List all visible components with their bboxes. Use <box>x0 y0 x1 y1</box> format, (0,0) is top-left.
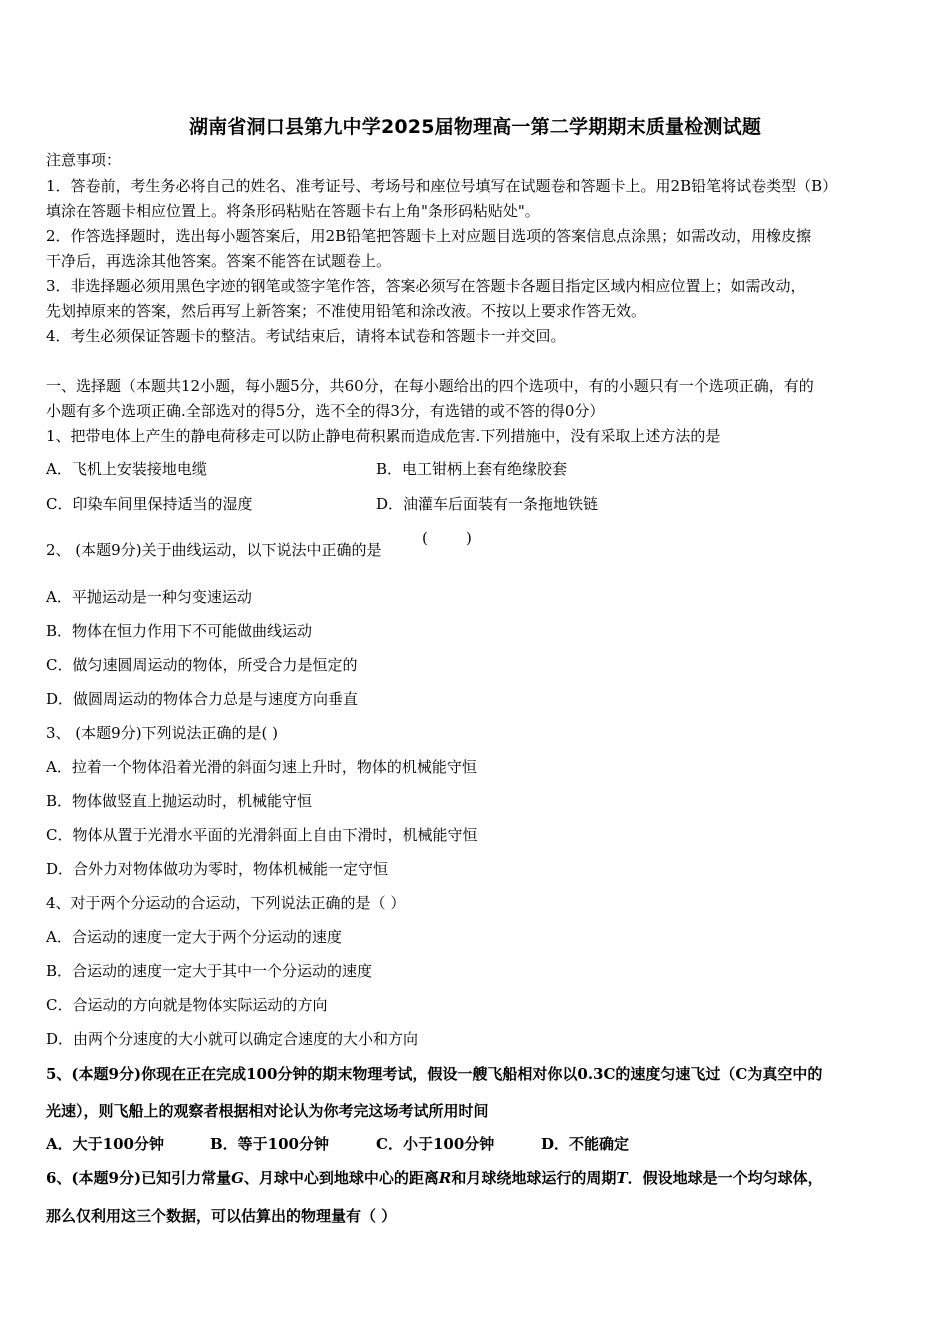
question-6-stem <box>46 1168 823 1188</box>
notice-line: 干净后，再选涂其他答案。答案不能答在试题卷上。 <box>46 252 392 270</box>
question-5-option-b: B．等于100分钟 <box>210 1135 329 1153</box>
question-6-stem-cont: 那么仅利用这三个数据，可以估算出的物理量有（ ） <box>46 1207 397 1225</box>
question-2-option-a: A．平抛运动是一种匀变速运动 <box>46 588 252 606</box>
question-3-option-a: A．拉着一个物体沿着光滑的斜面匀速上升时，物体的机械能守恒 <box>46 758 477 776</box>
symbol-g: G <box>231 1169 244 1187</box>
question-4-option-d: D．由两个分速度的大小就可以确定合速度的大小和方向 <box>46 1030 419 1048</box>
question-1-option-d: D．油灌车后面装有一条拖地铁链 <box>376 495 599 513</box>
symbol-t: T <box>616 1169 628 1187</box>
notice-line: 3．非选择题必须用黑色字迹的钢笔或签字笔作答，答案必须写在答题卡各题目指定区域内相应位置上；如需改动， <box>46 277 806 295</box>
question-3-option-c: C．物体从置于光滑水平面的光滑斜面上自由下滑时，机械能守恒 <box>46 826 478 844</box>
notice-line: 2．作答选择题时，选出每小题答案后，用2B铅笔把答题卡上对应题目选项的答案信息点涂黑；如需改动，用橡皮擦 <box>46 227 812 245</box>
question-2-option-b: B．物体在恒力作用下不可能做曲线运动 <box>46 622 313 640</box>
question-2-option-d: D．做圆周运动的物体合力总是与速度方向垂直 <box>46 690 359 708</box>
section-heading-cont: 小题有多个选项正确.全部选对的得5分，选不全的得3分，有选错的或不答的得0分） <box>46 402 605 420</box>
question-6-stem-part: 和月球绕地球运行的周期 <box>451 1169 617 1187</box>
notice-heading: 注意事项： <box>46 151 122 169</box>
notice-line: 1．答卷前，考生务必将自己的姓名、准考证号、考场号和座位号填写在试题卷和答题卡上。用2B铅笔将试卷类型（B） <box>46 177 838 195</box>
question-1-option-c: C．印染车间里保持适当的湿度 <box>46 495 253 513</box>
question-6-stem-part: 6、(本题9分)已知引力常量 <box>46 1169 232 1187</box>
answer-bracket: ( ) <box>422 529 472 547</box>
question-5-stem: 5、(本题9分)你现在正在完成100分钟的期末物理考试，假设一艘飞船相对你以0.3C的速度匀速飞过（C为真空中的 <box>46 1065 823 1083</box>
question-3-option-d: D．合外力对物体做功为零时，物体机械能一定守恒 <box>46 860 389 878</box>
question-5-option-d: D．不能确定 <box>541 1135 630 1153</box>
question-6-stem-part: ．假设地球是一个均匀球体， <box>627 1169 823 1187</box>
question-1-stem: 1、把带电体上产生的静电荷移走可以防止静电荷积累而造成危害.下列措施中，没有采取上述方法的是 <box>46 427 721 445</box>
notice-line: 4．考生必须保证答题卡的整洁。考试结束后，请将本试卷和答题卡一并交回。 <box>46 327 566 345</box>
question-1-option-b: B．电工钳柄上套有绝缘胶套 <box>376 460 568 478</box>
notice-line: 先划掉原来的答案，然后再写上新答案；不准使用铅笔和涂改液。不按以上要求作答无效。 <box>46 302 647 320</box>
question-4-option-a: A．合运动的速度一定大于两个分运动的速度 <box>46 928 342 946</box>
question-4-option-b: B．合运动的速度一定大于其中一个分运动的速度 <box>46 962 373 980</box>
question-3-option-b: B．物体做竖直上抛运动时，机械能守恒 <box>46 792 313 810</box>
section-heading: 一、选择题（本题共12小题，每小题5分，共60分，在每小题给出的四个选项中，有的小题只有一个选项正确，有的 <box>46 377 814 395</box>
question-5-option-a: A．大于100分钟 <box>46 1135 164 1153</box>
question-1-option-a: A．飞机上安装接地电缆 <box>46 460 207 478</box>
notice-line: 填涂在答题卡相应位置上。将条形码粘贴在答题卡右上角"条形码粘贴处"。 <box>46 202 540 220</box>
question-2-stem: 2、 (本题9分)关于曲线运动，以下说法中正确的是 <box>46 541 382 559</box>
question-5-option-c: C．小于100分钟 <box>376 1135 495 1153</box>
question-6-stem-part: 、月球中心到地球中心的距离 <box>243 1169 439 1187</box>
symbol-r: R <box>438 1169 452 1187</box>
question-4-option-c: C．合运动的方向就是物体实际运动的方向 <box>46 996 328 1014</box>
question-5-stem-cont: 光速），则飞船上的观察者根据相对论认为你考完这场考试所用时间 <box>46 1102 489 1120</box>
question-2-option-c: C．做匀速圆周运动的物体，所受合力是恒定的 <box>46 656 358 674</box>
question-4-stem: 4、对于两个分运动的合运动，下列说法正确的是（ ） <box>46 894 406 912</box>
page-title: 湖南省洞口县第九中学2025届物理高一第二学期期末质量检测试题 <box>188 116 762 138</box>
question-3-stem: 3、 (本题9分)下列说法正确的是( ) <box>46 724 279 742</box>
